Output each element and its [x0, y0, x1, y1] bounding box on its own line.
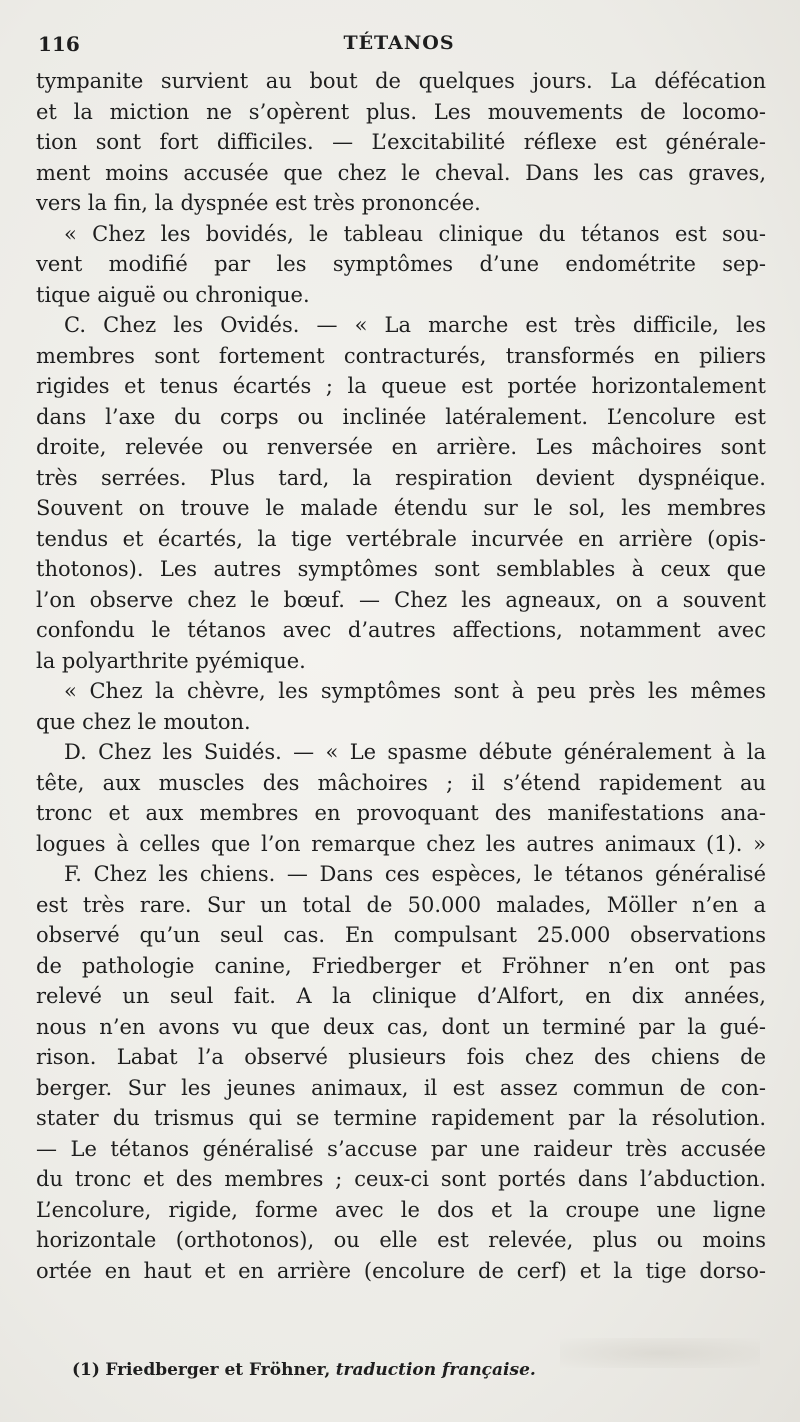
text-line: très serrées. Plus tard, la respiration devient dyspnéique.	[36, 465, 766, 490]
text-line: tête, aux muscles des mâchoires ; il s’étend rapidement au	[36, 770, 766, 795]
text-line: berger. Sur les jeunes animaux, il est assez commun de con-	[36, 1075, 766, 1100]
text-line: rigides et tenus écartés ; la queue est portée horizontalement	[36, 374, 766, 398]
text-line: horizontale (orthotonos), ou elle est relevée, plus ou moins	[36, 1228, 766, 1252]
text-line: de pathologie canine, Friedberger et Fröhner n’en ont pas	[36, 953, 766, 978]
footnote	[72, 1360, 536, 1380]
text-line: « Chez la chèvre, les symptômes sont à peu près les mêmes	[64, 679, 766, 703]
text-line: dans l’axe du corps ou inclinée latéralement. L’encolure est	[36, 404, 766, 429]
text-line: tion sont fort difficiles. — L’excitabilité réflexe est générale-	[36, 130, 766, 154]
footnote-number: (1)	[72, 1360, 100, 1380]
page-header	[38, 32, 760, 62]
text-line: et la miction ne s’opèrent plus. Les mouvements de locomo-	[36, 99, 766, 124]
text-line: confondu le tétanos avec d’autres affections, notamment avec	[36, 618, 766, 642]
text-line: que chez le mouton.	[36, 709, 251, 734]
running-title: TÉTANOS	[343, 32, 455, 54]
body-text	[36, 66, 766, 1286]
paper-smudge	[560, 1338, 760, 1368]
footnote-title: traduction française.	[335, 1360, 536, 1380]
text-line: thotonos). Les autres symptômes sont semblables à ceux que	[36, 557, 766, 581]
text-line: stater du trismus qui se termine rapidement par la résolution.	[36, 1106, 766, 1130]
text-line: la polyarthrite pyémique.	[36, 648, 306, 673]
text-line: D. Chez les Suidés. — « Le spasme débute généralement à la	[64, 740, 766, 764]
text-line: tympanite survient au bout de quelques jours. La défécation	[36, 69, 766, 93]
page-number: 116	[38, 32, 80, 56]
text-line: vers la fin, la dyspnée est très prononcée.	[36, 191, 481, 215]
text-line: observé qu’un seul cas. En compulsant 25.000 observations	[36, 923, 766, 947]
text-line: « Chez les bovidés, le tableau clinique du tétanos est sou-	[64, 221, 766, 246]
text-line: tendus et écartés, la tige vertébrale incurvée en arrière (opis-	[36, 526, 766, 551]
text-line: tique aiguë ou chronique.	[36, 282, 310, 307]
text-line: vent modifié par les symptômes d’une endométrite sep-	[36, 252, 766, 276]
text-line: relevé un seul fait. A la clinique d’Alfort, en dix années,	[36, 984, 766, 1008]
text-line: l’on observe chez le bœuf. — Chez les agneaux, on a souvent	[36, 587, 766, 612]
text-line: ortée en haut et en arrière (encolure de cerf) et la tige dorso-	[36, 1258, 766, 1283]
text-line: du tronc et des membres ; ceux-ci sont portés dans l’abduction.	[36, 1167, 766, 1191]
text-line: droite, relevée ou renversée en arrière. Les mâchoires sont	[36, 435, 766, 459]
footnote-authors: Friedberger et Fröhner,	[105, 1360, 331, 1380]
text-line: — Le tétanos généralisé s’accuse par une raideur très accusée	[36, 1136, 766, 1161]
text-line: logues à celles que l’on remarque chez les autres animaux (1). »	[36, 831, 766, 856]
text-line: nous n’en avons vu que deux cas, dont un terminé par la gué-	[36, 1014, 766, 1039]
text-line: tronc et aux membres en provoquant des manifestations ana-	[36, 801, 766, 825]
text-line: C. Chez les Ovidés. — « La marche est très difficile, les	[64, 313, 766, 337]
text-line: membres sont fortement contracturés, transformés en piliers	[36, 343, 766, 368]
text-line: Souvent on trouve le malade étendu sur le sol, les membres	[36, 496, 766, 520]
text-line: est très rare. Sur un total de 50.000 malades, Möller n’en a	[36, 892, 766, 917]
text-line: F. Chez les chiens. — Dans ces espèces, le tétanos généralisé	[64, 862, 766, 886]
text-line: L’encolure, rigide, forme avec le dos et la croupe une ligne	[36, 1197, 766, 1222]
text-line: rison. Labat l’a observé plusieurs fois chez des chiens de	[36, 1045, 766, 1069]
text-line: ment moins accusée que chez le cheval. Dans les cas graves,	[36, 160, 766, 185]
